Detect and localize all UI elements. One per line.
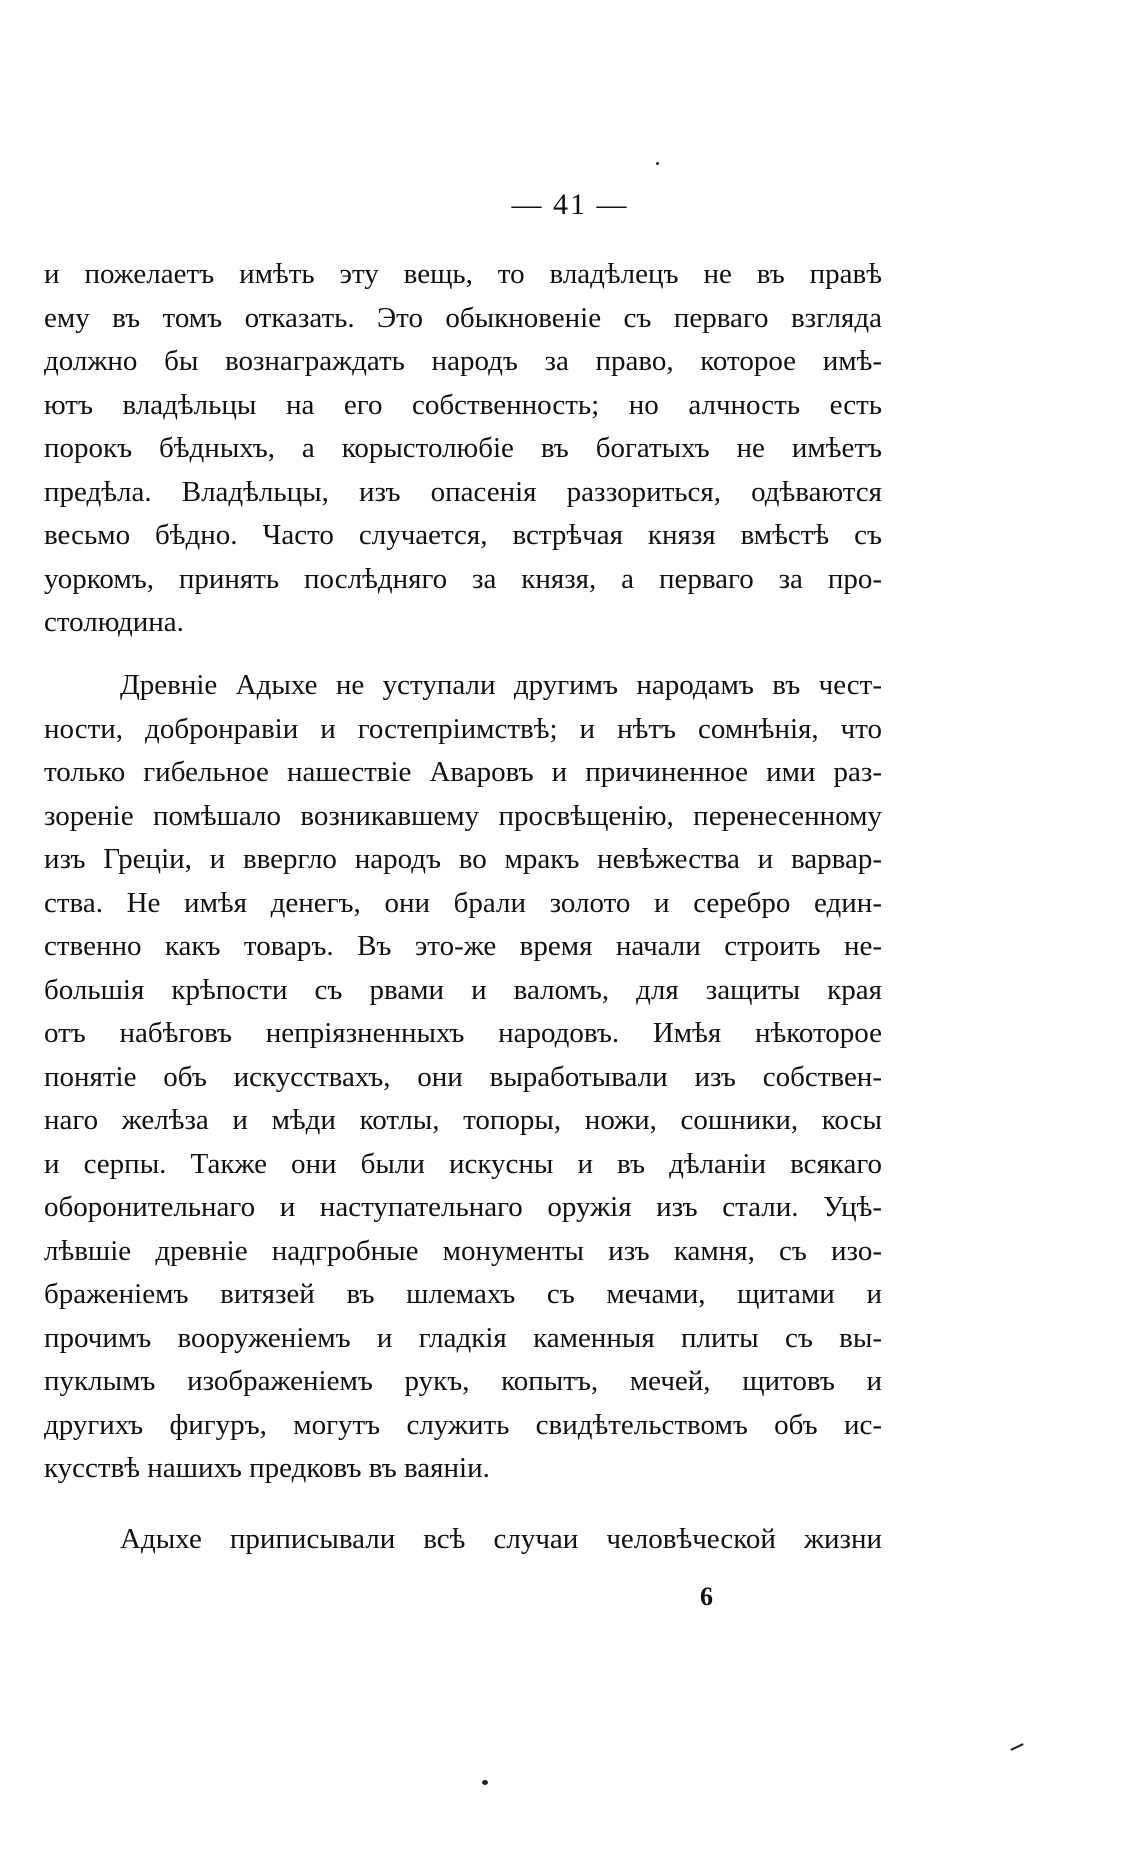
text-line: и серпы. Также они были искусны и въ дѣланіи всякаго [44, 1147, 882, 1180]
text-line: браженіемъ витязей въ шлемахъ съ мечами, щитами и [44, 1278, 882, 1310]
text-line: кусствѣ нашихъ предковъ въ ваяніи. [44, 1452, 490, 1484]
text-line: оборонительнаго и наступательнаго оружія изъ стали. Уцѣ- [44, 1191, 882, 1223]
text-line: Адыхе приписывали всѣ случаи человѣческой жизни [120, 1523, 882, 1555]
text-line: предѣла. Владѣльцы, изъ опасенія раззориться, одѣваются [44, 475, 882, 508]
text-line: зореніе помѣшало возникавшему просвѣщенію, перенесенному [44, 799, 882, 832]
text-line: изъ Греціи, и ввергло народъ во мракъ невѣжества и варвар- [44, 843, 882, 875]
scan-speck [482, 1780, 488, 1785]
text-line: Древніе Адыхе не уступали другимъ народамъ въ чест- [120, 669, 882, 701]
text-line: лѣвшіе древніе надгробные монументы изъ камня, съ изо- [44, 1234, 882, 1267]
text-line: наго желѣза и мѣди котлы, топоры, ножи, сошники, косы [44, 1104, 882, 1136]
text-line: ственно какъ товаръ. Въ это-же время начали строить не- [44, 930, 882, 962]
paragraph-3 [44, 1518, 882, 1562]
text-line: ему въ томъ отказать. Это обыкновеніе съ перваго взгляда [44, 301, 882, 334]
text-line: понятіе объ искусствахъ, они выработывали изъ собствен- [44, 1060, 882, 1093]
text-line: ности, добронравіи и гостепріимствѣ; и нѣтъ сомнѣнія, что [44, 712, 882, 745]
page-number: — 41 — [511, 188, 629, 221]
text-line: порокъ бѣдныхъ, а корыстолюбіе въ богатыхъ не имѣетъ [44, 432, 882, 464]
paragraph-2 [44, 664, 882, 1491]
text-line: пуклымъ изображеніемъ рукъ, копытъ, мечей, щитовъ и [44, 1365, 882, 1397]
text-line: другихъ фигуръ, могутъ служить свидѣтельствомъ объ ис- [44, 1408, 882, 1441]
text-line: прочимъ вооруженіемъ и гладкія каменныя плиты съ вы- [44, 1321, 882, 1354]
text-line: большія крѣпости съ рвами и валомъ, для защиты края [44, 973, 882, 1006]
scan-speck [1010, 1743, 1024, 1751]
paragraph-1 [44, 253, 882, 645]
text-line: весьмо бѣдно. Часто случается, встрѣчая князя вмѣстѣ съ [44, 519, 882, 551]
text-line: только гибельное нашествіе Аваровъ и причиненное ими раз- [44, 756, 882, 788]
text-line: отъ набѣговъ непріязненныхъ народовъ. Имѣя нѣкоторое [44, 1017, 882, 1049]
text-line: ства. Не имѣя денегъ, они брали золото и серебро един- [44, 886, 882, 919]
text-line: ютъ владѣльцы на его собственность; но алчность есть [44, 388, 882, 421]
text-line: столюдина. [44, 606, 184, 638]
text-line: уоркомъ, принять послѣдняго за князя, а перваго за про- [44, 562, 882, 595]
scan-speck [656, 162, 659, 165]
signature-mark: 6 [700, 1582, 713, 1611]
text-line: и пожелаетъ имѣть эту вещь, то владѣлецъ не въ правѣ [44, 258, 882, 290]
text-line: должно бы вознаграждать народъ за право, которое имѣ- [44, 345, 882, 377]
